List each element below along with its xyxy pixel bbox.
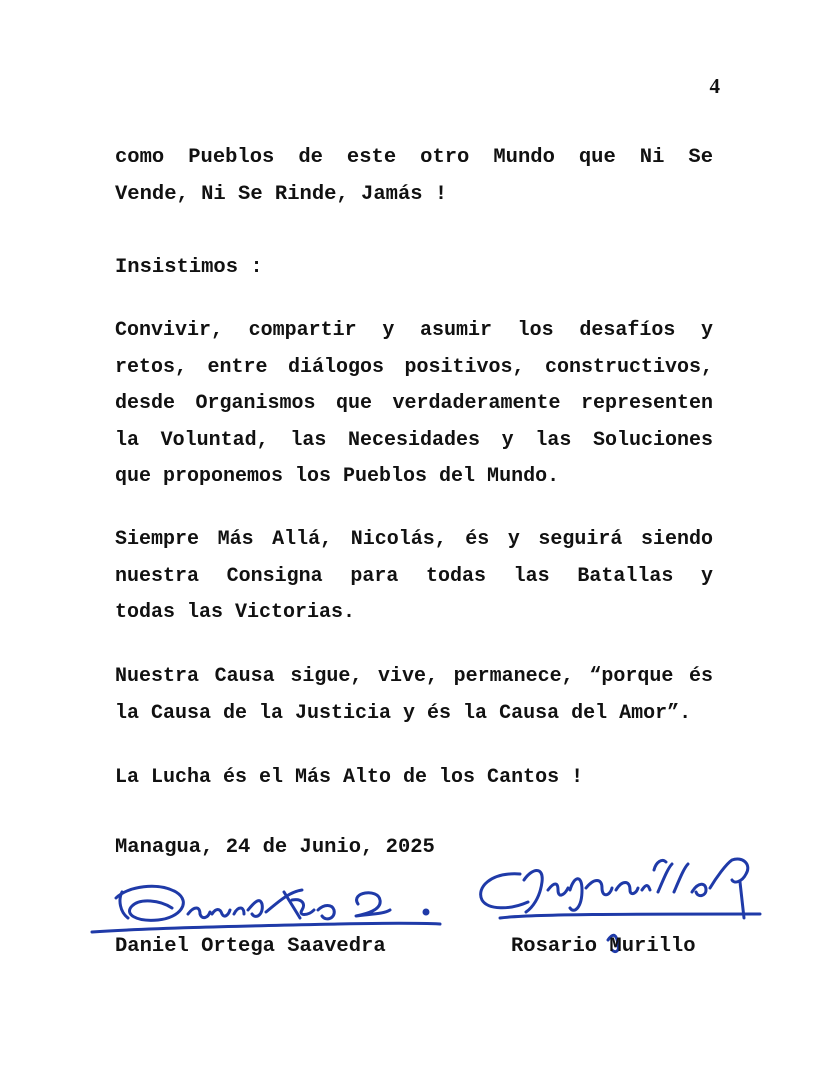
signatory-name-left: Daniel Ortega Saavedra xyxy=(115,935,386,958)
text-line: Siempre Más Allá, Nicolás, és y seguirá siendo xyxy=(115,528,713,551)
text-line: la Causa de la Justicia y és la Causa del Amor”. xyxy=(115,701,692,725)
text-line: desde Organismos que verdaderamente representen xyxy=(115,392,713,415)
text-line: que proponemos los Pueblos del Mundo. xyxy=(115,465,560,488)
paragraph-closing-line xyxy=(115,140,713,213)
signatory-name-right: Rosario Murillo xyxy=(511,935,696,958)
paragraph-convivir xyxy=(115,313,713,496)
place-date: Managua, 24 de Junio, 2025 xyxy=(115,836,435,859)
text-line: retos, entre diálogos positivos, constructivos, xyxy=(115,355,713,379)
paragraph-nuestra-causa xyxy=(115,659,713,732)
paragraph-insistimos xyxy=(115,250,713,287)
text-line: Insistimos : xyxy=(115,256,263,279)
text-line: todas las Victorias. xyxy=(115,601,356,624)
text-line: La Lucha és el Más Alto de los Cantos ! xyxy=(115,766,584,789)
text-line: como Pueblos de este otro Mundo que Ni Se xyxy=(115,146,713,169)
text-line: nuestra Consigna para todas las Batallas y xyxy=(115,564,713,588)
page-number: 4 xyxy=(709,74,720,98)
text-line: Nuestra Causa sigue, vive, permanece, “porque és xyxy=(115,665,713,688)
paragraph-siempre xyxy=(115,522,713,632)
text-line: la Voluntad, las Necesidades y las Soluciones xyxy=(115,428,713,452)
text-line: Vende, Ni Se Rinde, Jamás ! xyxy=(115,182,448,206)
paragraph-la-lucha xyxy=(115,760,713,797)
signature-daniel-ortega xyxy=(88,870,448,942)
text-line: Convivir, compartir y asumir los desafíos y xyxy=(115,319,713,342)
